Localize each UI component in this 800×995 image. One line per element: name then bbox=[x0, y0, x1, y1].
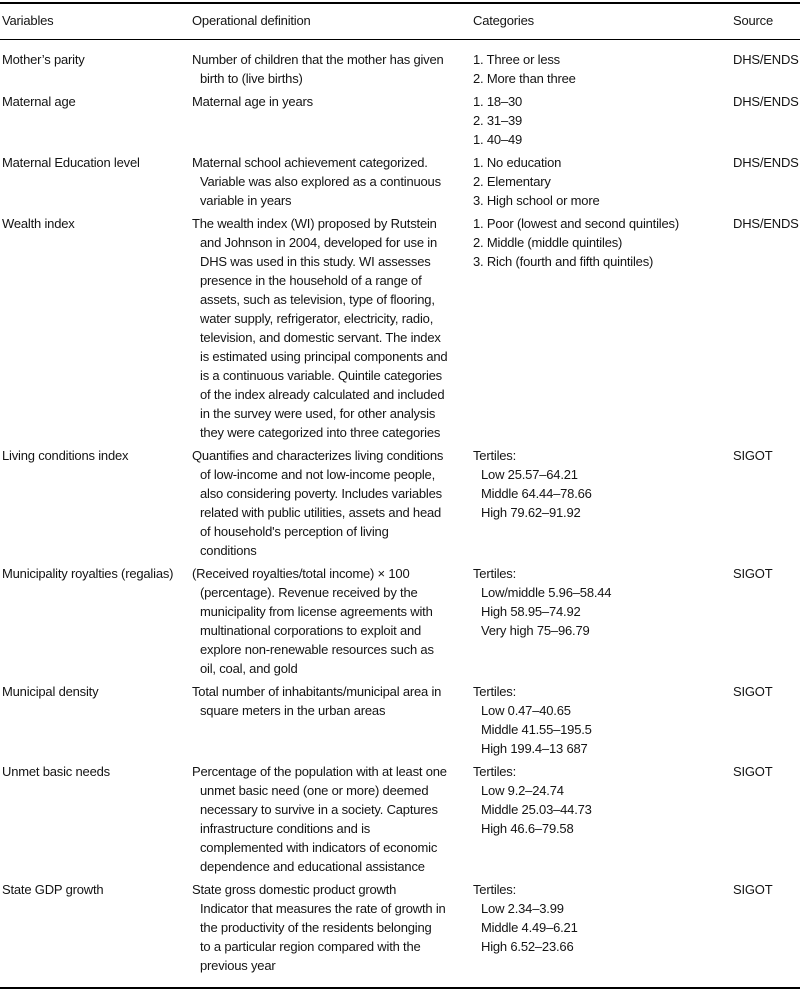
definition-line: variable in years bbox=[200, 193, 292, 208]
source-cell bbox=[733, 560, 800, 678]
source-value: SIGOT bbox=[733, 566, 773, 581]
definition-line: unmet basic need (one or more) deemed bbox=[200, 783, 429, 798]
table-row bbox=[0, 210, 800, 442]
category-line: Very high 75–96.79 bbox=[481, 623, 590, 638]
categories-cell bbox=[473, 758, 733, 876]
definition-line: assets, such as television, type of flooring, bbox=[200, 292, 435, 307]
variable-cell bbox=[0, 210, 192, 442]
definition-line: DHS was used in this study. WI assesses bbox=[200, 254, 431, 269]
column-header-categories: Categories bbox=[473, 3, 733, 40]
category-line: 2. Elementary bbox=[473, 174, 551, 189]
definition-line: and Johnson in 2004, developed for use in bbox=[200, 235, 438, 250]
category-line: 1. No education bbox=[473, 155, 562, 170]
variable-name: Maternal age bbox=[2, 94, 76, 109]
categories-cell bbox=[473, 678, 733, 758]
categories-cell bbox=[473, 876, 733, 988]
operational-definition-cell bbox=[192, 88, 473, 149]
category-line: Low 0.47–40.65 bbox=[481, 703, 571, 718]
column-header-source: Source bbox=[733, 3, 800, 40]
categories-cell bbox=[473, 442, 733, 560]
definition-line: Percentage of the population with at least one bbox=[192, 764, 447, 779]
variable-cell bbox=[0, 678, 192, 758]
definition-line: Maternal age in years bbox=[192, 94, 313, 109]
source-cell bbox=[733, 876, 800, 988]
source-value: DHS/ENDS bbox=[733, 216, 799, 231]
operational-definition-cell bbox=[192, 678, 473, 758]
operational-definition-cell bbox=[192, 149, 473, 210]
variable-cell bbox=[0, 40, 192, 89]
definition-line: Total number of inhabitants/municipal area in bbox=[192, 684, 442, 699]
definition-line: television, and domestic servant. The index bbox=[200, 330, 441, 345]
variable-cell bbox=[0, 876, 192, 988]
table-header-row bbox=[0, 3, 800, 40]
definition-line: of household's perception of living bbox=[200, 524, 389, 539]
category-line: 1. 40–49 bbox=[473, 132, 523, 147]
column-header-operational-definition: Operational definition bbox=[192, 3, 473, 40]
operational-definition-cell bbox=[192, 560, 473, 678]
category-line: Low 2.34–3.99 bbox=[481, 901, 564, 916]
definition-line: in the survey were used, for other analysis bbox=[200, 406, 436, 421]
source-value: DHS/ENDS bbox=[733, 155, 799, 170]
operational-definition-cell bbox=[192, 876, 473, 988]
category-line: High 46.6–79.58 bbox=[481, 821, 574, 836]
variable-name: State GDP growth bbox=[2, 882, 104, 897]
variables-table bbox=[0, 2, 800, 989]
table-row bbox=[0, 442, 800, 560]
source-value: SIGOT bbox=[733, 684, 773, 699]
definition-line: square meters in the urban areas bbox=[200, 703, 386, 718]
operational-definition-cell bbox=[192, 442, 473, 560]
source-cell bbox=[733, 88, 800, 149]
source-cell bbox=[733, 442, 800, 560]
variable-name: Mother’s parity bbox=[2, 52, 85, 67]
variable-cell bbox=[0, 88, 192, 149]
category-line: 2. 31–39 bbox=[473, 113, 523, 128]
variable-name: Unmet basic needs bbox=[2, 764, 110, 779]
category-line: High 6.52–23.66 bbox=[481, 939, 574, 954]
category-line: High 199.4–13 687 bbox=[481, 741, 588, 756]
variables-table-body bbox=[0, 40, 800, 989]
source-cell bbox=[733, 40, 800, 89]
categories-cell bbox=[473, 88, 733, 149]
table-row bbox=[0, 88, 800, 149]
source-cell bbox=[733, 149, 800, 210]
table-row bbox=[0, 758, 800, 876]
definition-line: The wealth index (WI) proposed by Rutstein bbox=[192, 216, 437, 231]
table-row bbox=[0, 40, 800, 89]
category-line: High 79.62–91.92 bbox=[481, 505, 581, 520]
definition-line: Variable was also explored as a continuous bbox=[200, 174, 441, 189]
definition-line: dependence and educational assistance bbox=[200, 859, 425, 874]
source-cell bbox=[733, 678, 800, 758]
table-row bbox=[0, 149, 800, 210]
category-line: Tertiles: bbox=[473, 684, 517, 699]
category-line: Middle 25.03–44.73 bbox=[481, 802, 592, 817]
definition-line: they were categorized into three categories bbox=[200, 425, 441, 440]
variable-name: Municipal density bbox=[2, 684, 99, 699]
category-line: Low 25.57–64.21 bbox=[481, 467, 578, 482]
variable-name: Wealth index bbox=[2, 216, 75, 231]
definition-line: to a particular region compared with the bbox=[200, 939, 421, 954]
source-value: SIGOT bbox=[733, 882, 773, 897]
category-line: 2. Middle (middle quintiles) bbox=[473, 235, 623, 250]
category-line: 2. More than three bbox=[473, 71, 576, 86]
definition-line: explore non-renewable resources such as bbox=[200, 642, 434, 657]
category-line: 1. Poor (lowest and second quintiles) bbox=[473, 216, 679, 231]
category-line: Low/middle 5.96–58.44 bbox=[481, 585, 612, 600]
definition-line: oil, coal, and gold bbox=[200, 661, 298, 676]
operational-definition-cell bbox=[192, 758, 473, 876]
definition-line: also considering poverty. Includes variables bbox=[200, 486, 442, 501]
definition-line: Number of children that the mother has given bbox=[192, 52, 444, 67]
definition-line: related with public utilities, assets and head bbox=[200, 505, 442, 520]
definition-line: the productivity of the residents belonging bbox=[200, 920, 432, 935]
category-line: 1. Three or less bbox=[473, 52, 560, 67]
definition-line: (percentage). Revenue received by the bbox=[200, 585, 418, 600]
source-value: SIGOT bbox=[733, 764, 773, 779]
definition-line: Maternal school achievement categorized. bbox=[192, 155, 428, 170]
category-line: Tertiles: bbox=[473, 882, 517, 897]
table-row bbox=[0, 560, 800, 678]
definition-line: is a continuous variable. Quintile categories bbox=[200, 368, 442, 383]
categories-cell bbox=[473, 149, 733, 210]
variable-name: Maternal Education level bbox=[2, 155, 140, 170]
source-cell bbox=[733, 758, 800, 876]
definition-line: multinational corporations to exploit and bbox=[200, 623, 422, 638]
source-value: DHS/ENDS bbox=[733, 94, 799, 109]
categories-cell bbox=[473, 560, 733, 678]
definition-line: infrastructure conditions and is bbox=[200, 821, 371, 836]
definition-line: complemented with indicators of economic bbox=[200, 840, 438, 855]
category-line: Low 9.2–24.74 bbox=[481, 783, 564, 798]
source-value: DHS/ENDS bbox=[733, 52, 799, 67]
definition-line: Quantifies and characterizes living conditions bbox=[192, 448, 444, 463]
source-value: SIGOT bbox=[733, 448, 773, 463]
definition-line: presence in the household of a range of bbox=[200, 273, 422, 288]
variable-name: Municipality royalties (regalias) bbox=[2, 566, 174, 581]
definition-line: birth to (live births) bbox=[200, 71, 303, 86]
definition-line: previous year bbox=[200, 958, 276, 973]
definition-line: municipality from license agreements with bbox=[200, 604, 433, 619]
category-line: 3. High school or more bbox=[473, 193, 600, 208]
variable-cell bbox=[0, 442, 192, 560]
category-line: Tertiles: bbox=[473, 448, 517, 463]
categories-cell bbox=[473, 40, 733, 89]
definition-line: (Received royalties/total income) × 100 bbox=[192, 566, 410, 581]
column-header-variables: Variables bbox=[0, 3, 192, 40]
source-cell bbox=[733, 210, 800, 442]
definition-line: of low-income and not low-income people, bbox=[200, 467, 435, 482]
categories-cell bbox=[473, 210, 733, 442]
category-line: Middle 64.44–78.66 bbox=[481, 486, 592, 501]
operational-definition-cell bbox=[192, 210, 473, 442]
variable-name: Living conditions index bbox=[2, 448, 129, 463]
category-line: High 58.95–74.92 bbox=[481, 604, 581, 619]
variable-cell bbox=[0, 560, 192, 678]
table-row bbox=[0, 876, 800, 988]
definition-line: is estimated using principal components and bbox=[200, 349, 448, 364]
definition-line: of the index already calculated and included bbox=[200, 387, 445, 402]
definition-line: water supply, refrigerator, electricity, radio, bbox=[200, 311, 434, 326]
definition-line: necessary to survive in a society. Captures bbox=[200, 802, 438, 817]
category-line: Tertiles: bbox=[473, 566, 517, 581]
table-row bbox=[0, 678, 800, 758]
category-line: Middle 41.55–195.5 bbox=[481, 722, 592, 737]
category-line: 3. Rich (fourth and fifth quintiles) bbox=[473, 254, 654, 269]
definition-line: Indicator that measures the rate of growth in bbox=[200, 901, 446, 916]
category-line: 1. 18–30 bbox=[473, 94, 523, 109]
category-line: Tertiles: bbox=[473, 764, 517, 779]
definition-line: State gross domestic product growth bbox=[192, 882, 397, 897]
operational-definition-cell bbox=[192, 40, 473, 89]
category-line: Middle 4.49–6.21 bbox=[481, 920, 578, 935]
variable-cell bbox=[0, 758, 192, 876]
variable-cell bbox=[0, 149, 192, 210]
definition-line: conditions bbox=[200, 543, 257, 558]
